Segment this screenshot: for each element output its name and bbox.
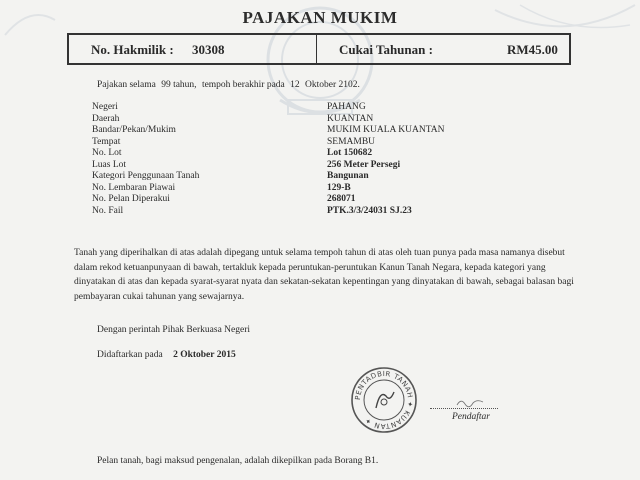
field-row-mukim — [92, 125, 452, 137]
tenure-line — [97, 80, 363, 90]
field-value: Bangunan — [327, 171, 369, 181]
field-value: KUANTAN — [327, 113, 374, 124]
field-value: 256 Meter Persegi — [327, 159, 401, 170]
field-row-no-fail — [92, 206, 452, 218]
svg-text:PENTADBIR TANAH ✦ KUANTAN ✦: PENTADBIR TANAH ✦ KUANTAN ✦ — [353, 369, 415, 431]
field-value: Lot 150682 — [327, 148, 373, 158]
tenure-middle: tempoh berakhir pada — [201, 80, 285, 90]
tenure-prefix: Pajakan selama — [97, 80, 156, 90]
land-office-seal — [350, 366, 418, 434]
field-row-lembaran — [92, 183, 452, 195]
authority-order: Dengan perintah Pihak Berkuasa Negeri — [97, 325, 251, 335]
field-row-daerah — [92, 114, 452, 126]
tenure-month-year: Oktober 2102. — [305, 80, 360, 90]
field-label: Tempat — [92, 136, 121, 147]
field-value: PAHANG — [327, 102, 366, 112]
field-value: 268071 — [327, 194, 356, 204]
field-label: No. Pelan Diperakui — [92, 194, 170, 204]
field-row-no-lot — [92, 148, 452, 160]
field-value: PTK.3/3/24031 SJ.23 — [327, 205, 412, 216]
registered-date: 2 Oktober 2015 — [173, 350, 236, 360]
footer-note: Pelan tanah, bagi maksud pengenalan, adalah dikepilkan pada Borang B1. — [97, 456, 379, 466]
field-row-kategori — [92, 171, 452, 183]
document-title: PAJAKAN MUKIM — [242, 8, 398, 27]
field-value: MUKIM KUALA KUANTAN — [327, 125, 445, 135]
field-label: No. Lot — [92, 148, 122, 158]
signature-mark — [455, 396, 485, 408]
hakmilik-label: No. Hakmilik : — [91, 42, 174, 57]
tenure-day: 12 — [290, 80, 300, 90]
tenure-conditions-paragraph: Tanah yang diperihalkan di atas adalah dipegang untuk selama tempoh tahun di atas oleh tuan punya pada masa namanya disebut dalam rekod ketuanpunyaan di bawah, tertakluk kepada peruntukan-peruntukan Kanun Tanah Negara, kepada kategori yang dinyatakan di atas dan kepada syarat-syarat nyata dan sekatan-sekatan kepentingan yang dinyatakan di bawah, sebagai balasan bagi pembayaran cukai tahunan yang sewajarnya. — [74, 248, 574, 302]
field-label: Daerah — [92, 113, 120, 124]
field-row-pelan — [92, 194, 452, 206]
cukai-value: RM45.00 — [507, 42, 558, 57]
field-row-luas-lot — [92, 160, 452, 172]
cukai-label: Cukai Tahunan : — [339, 42, 433, 57]
signature-line — [430, 408, 498, 409]
tenure-years: 99 tahun, — [161, 80, 197, 90]
hakmilik-value: 30308 — [192, 42, 225, 57]
registered-label: Didaftarkan pada — [97, 350, 163, 360]
field-value: SEMAMBU — [327, 136, 376, 147]
title-number-box — [67, 33, 571, 65]
field-label: Luas Lot — [92, 159, 127, 170]
field-row-negeri — [92, 102, 452, 114]
field-label: Bandar/Pekan/Mukim — [92, 125, 176, 135]
field-row-tempat — [92, 137, 452, 149]
signatory-title: Pendaftar — [452, 412, 490, 422]
field-value: 129-B — [327, 182, 351, 193]
field-label: Kategori Penggunaan Tanah — [92, 171, 200, 181]
field-label: Negeri — [92, 102, 118, 112]
field-label: No. Fail — [92, 205, 124, 216]
box-divider — [316, 35, 317, 63]
field-label: No. Lembaran Piawai — [92, 182, 176, 193]
registration-line — [97, 350, 236, 360]
